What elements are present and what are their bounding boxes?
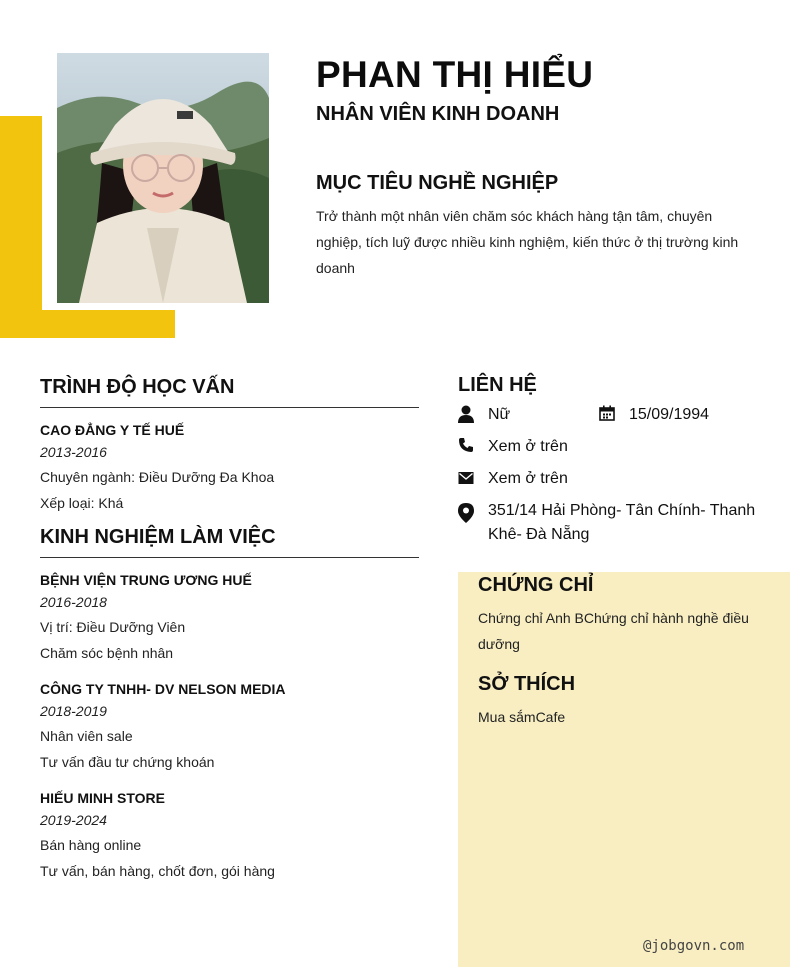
hobbies-title: SỞ THÍCH — [478, 673, 576, 695]
experience-detail: Chăm sóc bệnh nhân — [40, 645, 174, 661]
experience-date: 2019-2024 — [40, 812, 107, 828]
experience-detail: Tư vấn đầu tư chứng khoán — [40, 754, 215, 770]
contact-birthday — [599, 403, 709, 427]
gender-value: Nữ — [488, 406, 511, 423]
mail-icon — [458, 467, 488, 485]
job-title: NHÂN VIÊN KINH DOANH — [316, 103, 560, 125]
accent-bar-horizontal — [0, 310, 175, 338]
experience-date: 2016-2018 — [40, 594, 107, 610]
left-column — [40, 376, 419, 884]
contact-email — [458, 467, 568, 491]
experience-detail: Bán hàng online — [40, 837, 142, 853]
experience-entry — [40, 679, 419, 775]
education-detail: Chuyên ngành: Điều Dưỡng Đa Khoa — [40, 469, 275, 485]
education-title: TRÌNH ĐỘ HỌC VẤN — [40, 376, 419, 408]
phone-value: Xem ở trên — [488, 438, 568, 455]
education-entry — [40, 420, 419, 516]
watermark: @jobgovn.com — [643, 938, 745, 954]
calendar-icon — [599, 403, 629, 421]
certificates-title: CHỨNG CHỈ — [478, 574, 594, 596]
objective-text: Trở thành một nhân viên chăm sóc khách hàng tận tâm, chuyên nghiệp, tích luỹ được nhiều kinh nghiệm, kiến thức ở thị trường kinh doanh — [316, 208, 739, 276]
side-panel — [458, 572, 790, 967]
education-date: 2013-2016 — [40, 444, 107, 460]
experience-date: 2018-2019 — [40, 703, 107, 719]
contact-gender — [458, 403, 510, 427]
certificates-section — [478, 574, 758, 657]
location-pin-icon — [458, 499, 488, 523]
experience-entry — [40, 788, 419, 884]
objective-title: MỤC TIÊU NGHỀ NGHIỆP — [316, 172, 559, 194]
contact-title: LIÊN HỆ — [458, 374, 537, 396]
accent-bar-vertical — [0, 116, 42, 338]
company-name: HIẾU MINH STORE — [40, 790, 165, 806]
person-icon — [458, 403, 488, 423]
email-value: Xem ở trên — [488, 470, 568, 487]
objective-section — [316, 172, 746, 281]
hobbies-text: Mua sắmCafe — [478, 709, 566, 725]
experience-entry — [40, 570, 419, 666]
experience-detail: Tư vấn, bán hàng, chốt đơn, gói hàng — [40, 863, 275, 879]
company-name: CÔNG TY TNHH- DV NELSON MEDIA — [40, 681, 286, 697]
phone-icon — [458, 435, 488, 453]
school-name: CAO ĐẲNG Y TẾ HUẾ — [40, 422, 185, 438]
education-section — [40, 376, 419, 516]
address-value: 351/14 Hải Phòng- Tân Chính- Thanh Khê- Đà Nẵng — [488, 502, 756, 543]
candidate-name: PHAN THỊ HIỂU — [316, 54, 594, 95]
certificates-text: Chứng chỉ Anh BChứng chỉ hành nghề điều dưỡng — [478, 610, 749, 652]
experience-title: KINH NGHIỆM LÀM VIỆC — [40, 526, 419, 558]
experience-detail: Vị trí: Điều Dưỡng Viên — [40, 619, 186, 635]
birthday-value: 15/09/1994 — [629, 406, 710, 423]
contact-address — [458, 499, 758, 547]
experience-detail: Nhân viên sale — [40, 728, 133, 744]
education-detail: Xếp loại: Khá — [40, 495, 124, 511]
hobbies-section — [478, 673, 758, 730]
experience-section — [40, 526, 419, 884]
contact-phone — [458, 435, 568, 459]
company-name: BỆNH VIỆN TRUNG ƯƠNG HUẾ — [40, 572, 252, 588]
contact-section — [458, 374, 768, 543]
profile-photo — [57, 53, 269, 303]
